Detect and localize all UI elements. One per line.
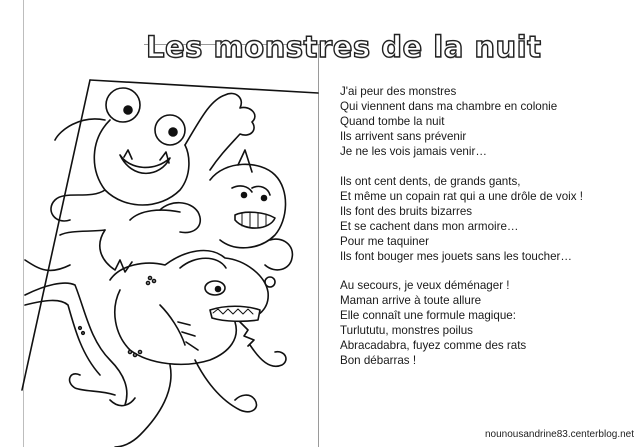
site-watermark: nounousandrine83.centerblog.net: [484, 429, 634, 440]
poem-line: Au secours, je veux déménager !: [340, 279, 510, 292]
poem-line: Ils font bouger mes jouets sans les toucher…: [340, 249, 572, 263]
poem-line: Abracadabra, fuyez comme des rats: [340, 339, 527, 352]
poem-line: Maman arrive à toute allure: [340, 294, 482, 307]
poem-line: Et se cachent dans mon armoire…: [340, 219, 519, 233]
frog-monster: [25, 88, 255, 270]
poem-line: Je ne les vois jamais venir…: [340, 145, 487, 158]
monster-illustration: [20, 60, 320, 447]
page-title: Les monstres de la nuit: [146, 30, 542, 64]
horned-monster: [100, 150, 293, 272]
poem-line: Elle connaît une formule magique:: [340, 309, 516, 322]
poem-stanza-2: [340, 174, 630, 264]
poem-line: Bon débarras !: [340, 354, 417, 367]
poem-line: Ils arrivent sans prévenir: [340, 130, 467, 143]
lizard-monster: [25, 251, 286, 447]
poem-line: J'ai peur des monstres: [340, 85, 457, 98]
poem-stanza-3: [340, 278, 630, 368]
poem-line: Et même un copain rat qui a une drôle de voix !: [340, 189, 583, 203]
poem: [340, 84, 630, 383]
poem-line: Turlututu, monstres poilus: [340, 324, 473, 337]
poem-line: Pour me taquiner: [340, 234, 429, 248]
poem-line: Ils ont cent dents, de grands gants,: [340, 174, 521, 188]
poem-line: Quand tombe la nuit: [340, 115, 445, 128]
poem-stanza-1: [340, 84, 630, 159]
poem-line: Qui viennent dans ma chambre en colonie: [340, 100, 558, 113]
poem-line: Ils font des bruits bizarres: [340, 204, 473, 218]
